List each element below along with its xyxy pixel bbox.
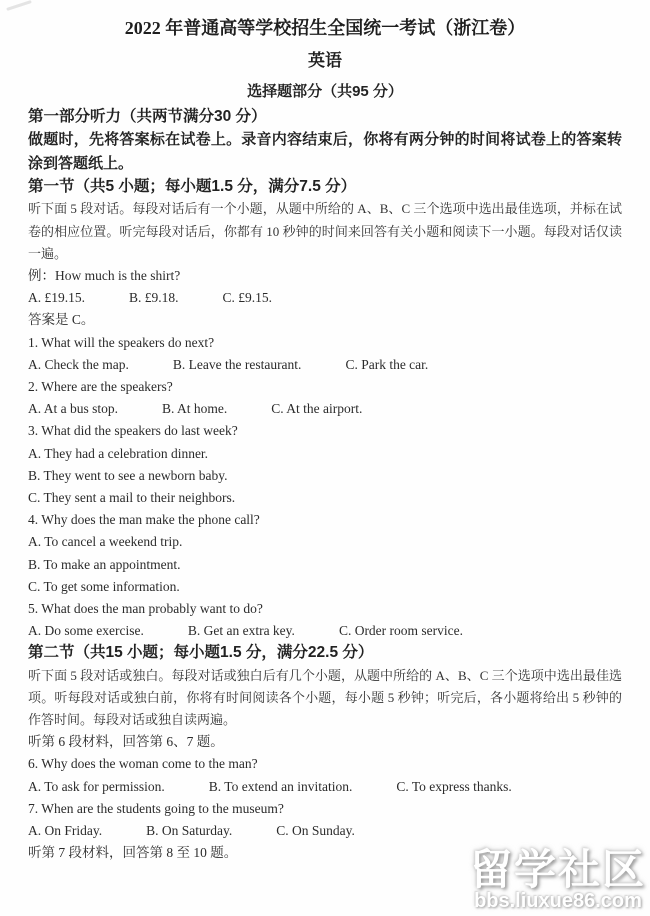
section-heading: 第二节（共15 小题；每小题1.5 分，满分22.5 分） (28, 644, 374, 662)
part-header: 选择题部分（共95 分） (247, 83, 403, 100)
option-item: B. At home. (162, 401, 228, 417)
subject-title: 英语 (308, 51, 342, 70)
option-item: C. Park the car. (345, 356, 429, 372)
option-item: C. £9.15. (222, 290, 273, 306)
text-line: B. To make an appointment. (28, 556, 181, 572)
option-item: A. Check the map. (28, 356, 129, 372)
options-row (28, 620, 622, 642)
option-item: C. At the airport. (271, 401, 363, 417)
option-item: A. To ask for permission. (28, 778, 165, 794)
text-line: B. They went to see a newborn baby. (28, 467, 228, 483)
text-line: 5. What does the man probably want to do? (28, 601, 263, 617)
option-item: C. To express thanks. (396, 778, 512, 794)
option-item: A. Do some exercise. (28, 623, 144, 639)
options-row (28, 776, 622, 798)
text-line: 4. Why does the man make the phone call? (28, 512, 260, 528)
text-line: 例：How much is the shirt? (28, 268, 181, 284)
option-item: B. £9.18. (129, 290, 179, 306)
text-line: 2. Where are the speakers? (28, 379, 173, 395)
text-line: C. To get some information. (28, 578, 180, 594)
watermark (470, 848, 646, 912)
option-item: A. At a bus stop. (28, 401, 119, 417)
text-line: 6. Why does the woman come to the man? (28, 756, 258, 772)
section-heading: 第一部分听力（共两节满分30 分） (28, 108, 267, 125)
instruction-paragraph: 做题时，先将答案标在试卷上。录音内容结束后，你将有两分钟的时间将试卷上的答案转涂到答题纸上。 (28, 131, 622, 173)
options-row (28, 398, 622, 420)
option-item: C. Order room service. (338, 623, 464, 639)
option-item: A. On Friday. (28, 823, 103, 839)
watermark-site-name: 留学社区 (469, 846, 646, 893)
document-title: 2022 年普通高等学校招生全国统一考试（浙江卷） (124, 18, 526, 38)
option-item: B. Leave the restaurant. (172, 356, 302, 372)
option-item: B. On Saturday. (146, 823, 233, 839)
text-line: 听第 6 段材料，回答第 6、7 题。 (28, 734, 224, 750)
option-item: C. On Sunday. (276, 823, 355, 839)
instruction-paragraph: 听下面 5 段对话或独白。每段对话或独白后有几个小题，从题中所给的 A、B、C 三个选项中选出最佳选项。听每段对话或独白前，你将有时间阅读各个小题，每小题 5 秒钟；听完后，各小题将给出 5 秒钟的作答时间。每段对话或独自读两遍。 (28, 667, 622, 728)
text-line: 1. What will the speakers do next? (28, 334, 215, 350)
options-row (28, 354, 622, 376)
text-line: C. They sent a mail to their neighbors. (28, 490, 236, 506)
text-line: 答案是 C。 (28, 312, 95, 328)
instruction-paragraph: 听下面 5 段对话。每段对话后有一个小题，从题中所给的 A、B、C 三个选项中选出最佳选项，并标在试卷的相应位置。听完每段对话后，你都有 10 秒钟的时间来回答有关小题和阅读下一小题。每段对话仅读一遍。 (28, 201, 622, 261)
text-line: A. To cancel a weekend trip. (28, 534, 183, 550)
option-item: B. Get an extra key. (187, 623, 295, 639)
text-line: 听第 7 段材料，回答第 8 至 10 题。 (28, 845, 238, 861)
watermark-site-url: bbs.liuxue86.com (474, 890, 642, 912)
document-body (28, 106, 622, 865)
section-heading: 第一节（共5 小题；每小题1.5 分，满分7.5 分） (28, 178, 357, 196)
option-item: B. To extend an invitation. (208, 778, 353, 794)
option-item: A. £19.15. (28, 290, 85, 306)
options-row (28, 287, 622, 309)
text-line: 7. When are the students going to the museum? (28, 800, 284, 816)
text-line: 3. What did the speakers do last week? (28, 423, 238, 439)
options-row (28, 820, 622, 842)
text-line: A. They had a celebration dinner. (28, 445, 209, 461)
